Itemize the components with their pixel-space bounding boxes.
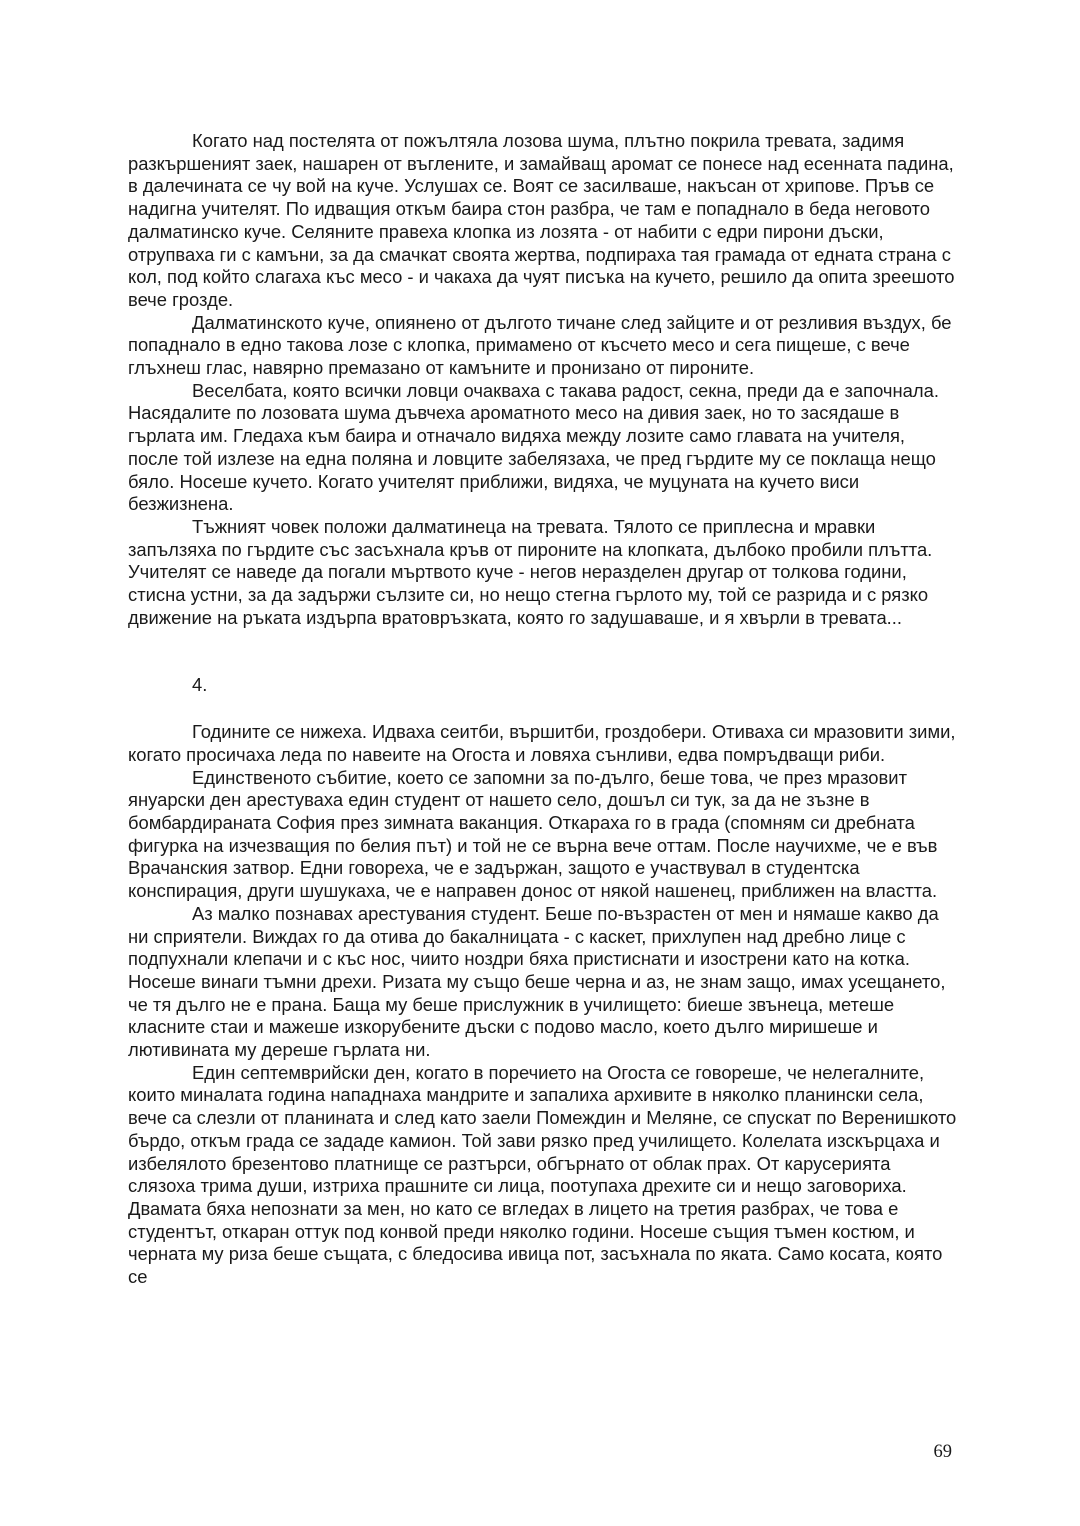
- paragraph: Единственото събитие, което се запомни за по-дълго, беше това, че през мразовит януарски ден арестуваха един студент от нашето село, дошъл си тук, за да не зъзне в бомбардираната София през зимната ваканция. Откараха го в града (спомням си дребната фигурка на изчезващия по белия път) и той не се върна вече оттам. После научихме, че е във Врачанския затвор. Едни говореха, че е задържан, защото е участвувал в студентска конспирация, други шушукаха, че е направен донос от някой нашенец, приближен на властта.: [128, 766, 938, 902]
- paragraph: Аз малко познавах арестувания студент. Беше по-възрастен от мен и нямаше какво да ни сприятели. Виждах го да отива до бакалницата - с каскет, прихлупен над дребно лице с подпухнали клепачи и с къс нос, чиито ноздри бяха пристиснати и изострени като на котка. Носеше винаги тъмни дрехи. Ризата му също беше черна и аз, не знам защо, имах усещането, че тя дълго не е прана. Баща му беше прислужник в училището: биеше звънеца, метеше класните стаи и мажеше изкорубените дъски с подово масло, което дълго миришеше и лютивината му дереше гърлата ни.: [128, 902, 946, 1061]
- paragraph: Един септемврийски ден, когато в поречието на Огоста се говореше, че нелегалните, които миналата година нападнаха мандрите и запалиха архивите в няколко планински села, вече са слезли от планината и след като заели Помеждин и Меляне, се спускат по Веренишкото бърдо, откъм града се зададе камион. Той зави рязко пред училището. Колелата изскърцаха и избелялото брезентово платнище се разтърси, обгърнато от облак прах. От карусерията слязоха трима души, изтриха прашните си лица, поотупаха дрехите си и нещо заговориха. Двамата бяха непознати за мен, но като се вгледах в лицето на третия разбрах, че това е студентът, откаран оттук под конвой преди няколко години. Носеше същия тъмен костюм, и черната му риза беше същата, с бледосива ивица пот, засъхнала по яката. Само косата, която се: [128, 1061, 957, 1288]
- page-body: [128, 130, 958, 1289]
- paragraph: Когато над постелята от пожълтяла лозова шума, плътно покрила тревата, задимя разкършеният заек, нашарен от въглените, и замайващ аромат се понесе над есенната падина, в далечината се чу вой на куче. Услушах се. Воят се засилваше, накъсан от хрипове. Пръв се надигна учителят. По идващия откъм баира стон разбра, че там е попаднало в беда неговото далматинско куче. Селяните правеха клопка из лозята - от набити с едри пирони дъски, отрупваха ги с камъни, за да смачкат своята жертва, подпираха тая грамада от едната страна с кол, под който слагаха къс месо - и чакаха да чуят писъка на кучето, решило да опита зреешото вече грозде.: [128, 130, 955, 310]
- paragraph: Веселбата, която всички ловци очакваха с такава радост, секна, преди да е започнала. Насядалите по лозовата шума дъвчеха ароматното месо на дивия заек, но то засядаше в гърлата им. Гледаха към баира и отначало видяха между лозите само главата на учителя, после той излезе на една поляна и ловците забелязаха, че пред гърдите му се поклаща нещо бяло. Носеше кучето. Когато учителят приближи, видяха, че муцуната на кучето виси безжизнена.: [128, 379, 939, 515]
- page-number: 69: [933, 1442, 952, 1462]
- section-number: 4.: [192, 674, 208, 696]
- paragraph: Далматинското куче, опиянено от дългото тичане след зайците и от резливия въздух, бе попаднало в едно такова лозе с клопка, примамено от късчето месо и сега пищеше, с вече глъхнеш глас, навярно премазано от камъните и пронизано от пироните.: [128, 311, 952, 379]
- paragraph: Тъжният човек положи далматинеца на тревата. Тялото се приплесна и мравки запълзяха по гърдите със засъхнала кръв от пироните на клопката, дълбоко пробили плътта. Учителят се наведе да погали мъртвото куче - негов неразделен другар от толкова години, стисна устни, за да задържи сълзите си, но нещо стегна гърлото му, той се разрида и с рязко движение на ръката издърпа вратовръзката, която го задушаваше, и я хвърли в тревата...: [128, 515, 933, 628]
- paragraph: Годините се нижеха. Идваха сеитби, вършитби, гроздобери. Отиваха си мразовити зими, когато просичаха леда по навеите на Огоста и ловяха сънливи, едва помръдващи риби.: [128, 721, 956, 765]
